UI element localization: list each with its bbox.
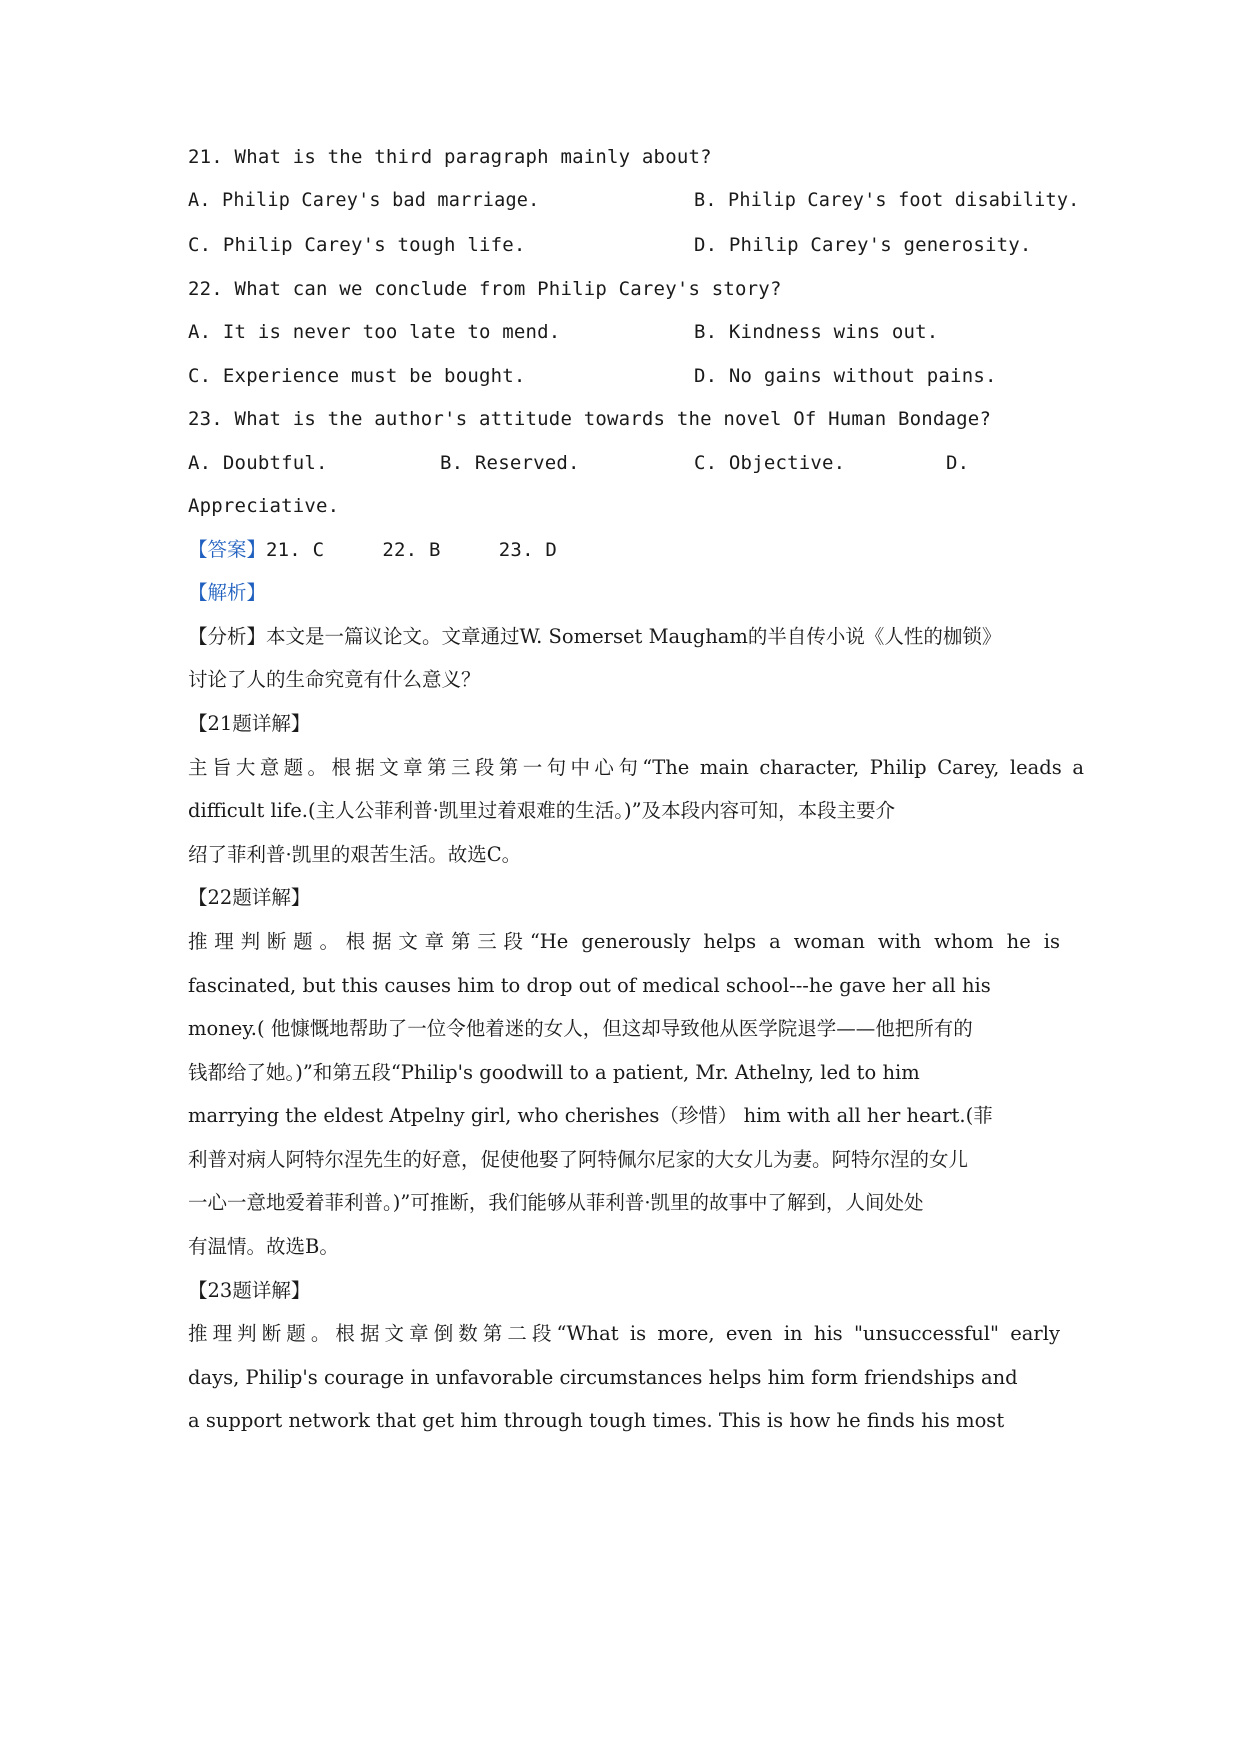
detail-22-line-4: 钱都给了她。)”和第五段“Philip's goodwill to a patient, Mr. Athelny, led to him — [188, 1061, 920, 1084]
answer-tag: 【答案】 — [188, 538, 267, 561]
detail-21-line-2: difficult life.(主人公菲利普·凯里过着艰难的生活。)”及本段内容可知，本段主要介 — [188, 799, 896, 822]
detail-22-line-5: marrying the eldest Atpelny girl, who cherishes（珍惜） him with all her heart.(菲 — [188, 1104, 993, 1127]
detail-22-line-1: 推理判断题。根据文章第三段“He generously helps a woman with whom he is — [188, 930, 1060, 953]
overview-line-1: 【分析】本文是一篇议论文。文章通过W. Somerset Maugham的半自传小说《人性的枷锁》 — [188, 625, 1002, 648]
detail-22-line-8: 有温情。故选B。 — [188, 1235, 339, 1258]
q21-options-row1 — [188, 188, 1088, 214]
q21-option-c: C. Philip Carey's tough life. — [188, 234, 526, 256]
detail-23-line-1: 推理判断题。根据文章倒数第二段“What is more, even in his "unsuccessful" early — [188, 1322, 1060, 1345]
q22-option-a: A. It is never too late to mend. — [188, 321, 561, 343]
overview-line-2: 讨论了人的生命究竟有什么意义？ — [188, 668, 481, 691]
detail-22-line-3: money.( 他慷慨地帮助了一位令他着迷的女人，但这却导致他从医学院退学——他把所有的 — [188, 1017, 973, 1040]
question-21: 21. What is the third paragraph mainly about? — [188, 146, 712, 168]
q22-option-c: C. Experience must be bought. — [188, 365, 526, 387]
q22-option-d: D. No gains without pains. — [694, 365, 997, 387]
q23-option-b: B. Reserved. — [440, 452, 580, 474]
analysis-tag: 【解析】 — [188, 581, 267, 604]
q22-option-b: B. Kindness wins out. — [694, 321, 939, 343]
q21-option-d: D. Philip Carey's generosity. — [694, 234, 1032, 256]
q23-option-a: A. Doubtful. — [188, 452, 328, 474]
detail-22-line-7: 一心一意地爱着菲利普。)”可推断，我们能够从菲利普·凯里的故事中了解到，人间处处 — [188, 1191, 924, 1214]
detail-21-line-3: 绍了菲利普·凯里的艰苦生活。故选C。 — [188, 843, 522, 866]
answer-text: 21. C 22. B 23. D — [266, 539, 557, 561]
answer-line — [188, 537, 557, 563]
question-23: 23. What is the author's attitude towards the novel Of Human Bondage? — [188, 408, 992, 430]
detail-22-heading: 【22题详解】 — [188, 886, 311, 909]
q23-option-c: C. Objective. — [694, 452, 846, 474]
q23-option-d-continued: Appreciative. — [188, 495, 340, 517]
q22-options-row2 — [188, 363, 1088, 389]
detail-23-line-3: a support network that get him through tough times. This is how he finds his most — [188, 1409, 1005, 1432]
q21-option-a: A. Philip Carey's bad marriage. — [188, 190, 540, 211]
q21-option-b: B. Philip Carey's foot disability. — [694, 190, 1080, 211]
q22-options-row1 — [188, 319, 1088, 345]
q23-options-row — [188, 450, 1088, 476]
detail-23-heading: 【23题详解】 — [188, 1279, 311, 1302]
detail-21-line-1: 主旨大意题。根据文章第三段第一句中心句“The main character, Philip Carey, leads a — [188, 756, 1084, 779]
detail-21-heading: 【21题详解】 — [188, 712, 311, 735]
q21-options-row2 — [188, 232, 1088, 258]
q23-option-d: D. — [946, 452, 970, 474]
detail-22-line-2: fascinated, but this causes him to drop out of medical school---he gave her all his — [188, 974, 991, 997]
detail-23-line-2: days, Philip's courage in unfavorable circumstances helps him form friendships and — [188, 1366, 1018, 1389]
question-22: 22. What can we conclude from Philip Carey's story? — [188, 278, 782, 300]
detail-22-line-6: 利普对病人阿特尔涅先生的好意，促使他娶了阿特佩尔尼家的大女儿为妻。阿特尔涅的女儿 — [188, 1148, 969, 1171]
